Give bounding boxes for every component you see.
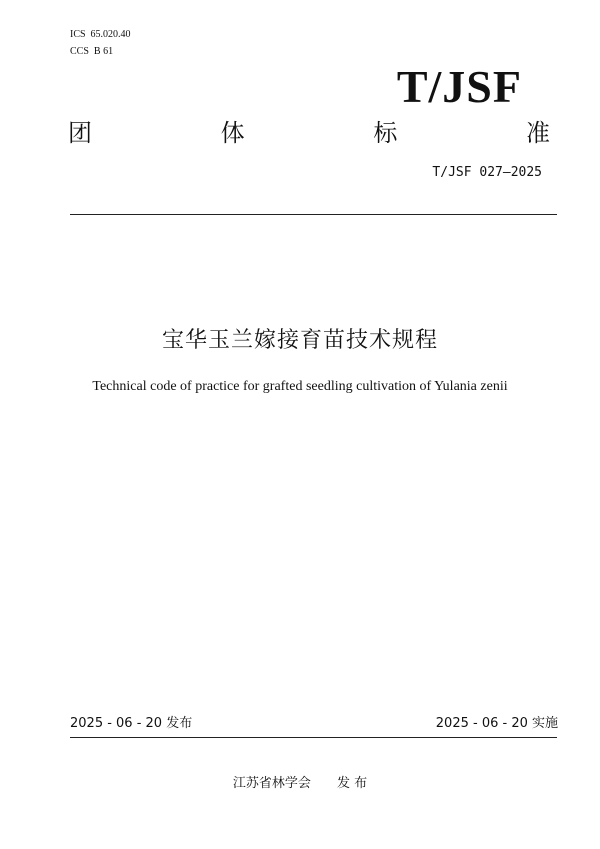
footer-divider: [70, 737, 557, 738]
standard-number: T/JSF 027—2025: [432, 165, 542, 180]
implementation-date: 2025 - 06 - 20 实施: [435, 716, 558, 731]
document-title-english: Technical code of practice for grafted seedling cultivation of Yulania zenii: [92, 379, 508, 394]
standard-type-char: 体: [220, 119, 245, 147]
publisher-name: 江苏省林学会: [232, 776, 311, 791]
publisher: [0, 776, 600, 792]
standard-type-char: 团: [68, 119, 92, 147]
standard-code-logo: T/JSF: [396, 61, 522, 112]
ccs-code: CCS B 61: [70, 46, 114, 57]
header-divider: [70, 214, 557, 215]
ics-code: ICS 65.020.40: [70, 29, 131, 40]
publish-date: 2025 - 06 - 20 发布: [70, 716, 193, 731]
standard-type: [68, 118, 550, 148]
standard-type-char: 标: [373, 119, 398, 147]
standard-type-char: 准: [525, 119, 550, 147]
publisher-action: 发 布: [336, 776, 368, 791]
document-title-chinese: 宝华玉兰嫁接育苗技术规程: [161, 328, 438, 353]
